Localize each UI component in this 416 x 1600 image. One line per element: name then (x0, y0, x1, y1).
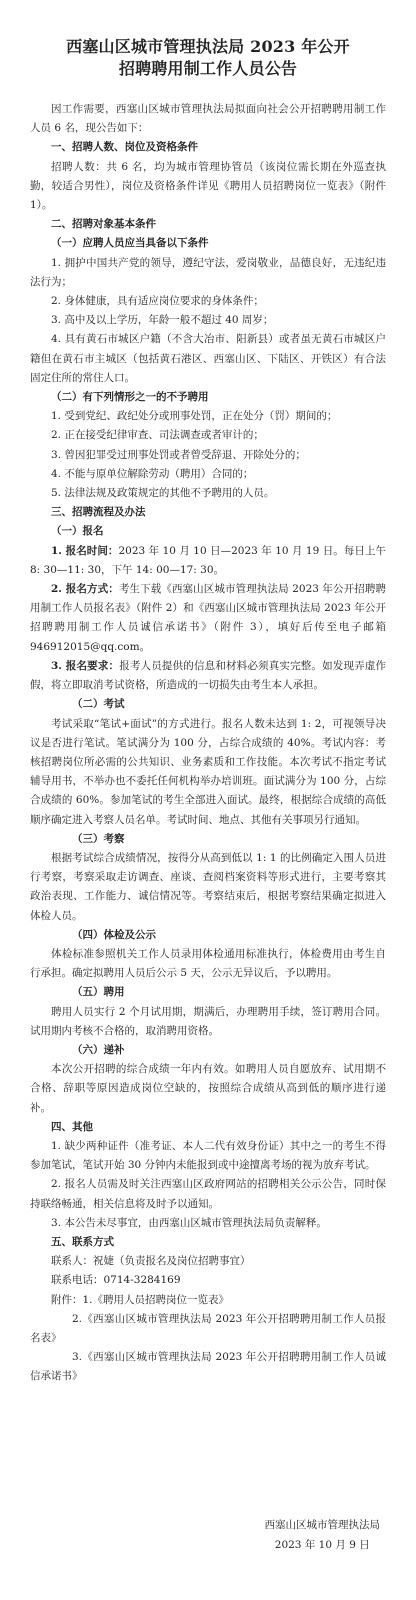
attachment-2: 2.《西塞山区城市管理执法局 2023 年公开招聘聘用制工作人员报名表》 (30, 1312, 386, 1344)
section-3-2-heading: （二）考试 (72, 698, 125, 711)
employment-text: 聘用人员实行 2 个月试用期，期满后，办理聘用手续，签订聘用合同。试用期内考核不合格的，取消聘用资格。 (30, 1005, 386, 1037)
exclusion-item: 5. 法律法规及政策规定的其他不予聘用的人员。 (51, 487, 275, 500)
section-3-4-heading: （四）体检及公示 (72, 928, 156, 941)
section-1-heading: 一、招聘人数、岗位及资格条件 (51, 141, 198, 154)
registration-requirement (30, 657, 386, 695)
signature-date: 2023 年 10 月 9 日 (274, 1539, 370, 1551)
registration-method-text: 考生下载《西塞山区城市管理执法局 2023 年公开招聘聘用制工作人员报名表》（附件 2）和《西塞山区城市管理执法局 2023 年公开招聘聘用制工作人员诚信承诺书》（附件 3），填好后传至电子邮箱 946912015@qq.com。 (30, 583, 386, 653)
exam-text: 考试采取“笔试+面试”的方式进行。报名人数未达到 1: 2，可视领导决议是否进行笔试。笔试满分为 100 分，占综合成绩的 40%。考试内容：考核招聘岗位所必需的公共知识、业务素质和工作技能。本次考试不指定考试辅导用书，不举办也不委托任何机构举办培训班。面试满分为 100 分，占综合成绩的 60%。参加笔试的考生全部进入面试。最终，根据综合成绩的高低顺序确定进入考察人员名单。考试时间、地点、其他有关事项另行通知。 (30, 717, 386, 826)
medical-exam-text: 体检标准参照机关工作人员录用体检通用标准执行，体检费用由考生自行承担。确定拟聘用人员后公示 5 天，公示无异议后，予以聘用。 (30, 947, 386, 980)
exclusion-item: 4. 不能与原单位解除劳动（聘用）合同的； (51, 467, 254, 480)
registration-requirement-label: 3. 报名要求： (51, 659, 120, 672)
exclusion-item: 2. 正在接受纪律审查、司法调查或者审计的； (51, 429, 264, 442)
document-body (30, 100, 386, 1387)
condition-item: 3. 高中及以上学历，年龄一般不超过 40 周岁； (51, 314, 274, 327)
inspection-text: 根据考试综合成绩情况，按得分从高到低以 1: 1 的比例确定入围人员进行考察，考察采取走访调查、座谈、查阅档案资料等形式进行，主要考察其政治表现、工作能力、诚信情况等。考察结束后，根据考察结果确定拟进入体检人员。 (30, 851, 386, 922)
registration-time (30, 542, 386, 580)
section-3-3-heading: （三）考察 (72, 832, 125, 845)
section-3-5-heading: （五）聘用 (72, 986, 125, 999)
contact-phone: 联系电话：0714-3284169 (51, 1274, 181, 1287)
section-3-1-heading: （一）报名 (51, 525, 104, 538)
intro-paragraph: 因工作需要，西塞山区城市管理执法局拟面向社会公开招聘聘用制工作人员 6 名，现公告如下： (30, 103, 386, 135)
exclusion-item: 3. 曾因犯罪受过刑事处罚或者曾受辞退、开除处分的； (51, 448, 306, 461)
condition-item: 4. 具有黄石市城区户籍（不含大冶市、阳新县）或者虽无黄石市城区户籍但在黄石市主城区（包括黄石港区、西塞山区、下陆区、开铁区）有合法固定住所的常住人口。 (30, 333, 386, 384)
signature-org: 西塞山区城市管理执法局 (264, 1519, 380, 1531)
section-1-text: 招聘人数：共 6 名，均为城市管理协管员（该岗位需长期在外巡查执勤，较适合男性），岗位及资格条件详见《聘用人员招聘岗位一览表》（附件 1）。 (30, 160, 386, 212)
attachment-1: 附件：1.《聘用人员招聘岗位一览表》 (51, 1293, 230, 1306)
title-line-1: 西塞山区城市管理执法局 2023 年公开 (66, 37, 350, 56)
section-3-6-heading: （六）递补 (72, 1043, 125, 1056)
registration-time-label: 1. 报名时间： (51, 544, 119, 557)
registration-method (30, 580, 386, 657)
condition-item: 2. 身体健康，具有适应岗位要求的身体条件； (51, 295, 264, 308)
section-2-heading: 二、招聘对象基本条件 (51, 218, 156, 231)
registration-requirement-text: 报考人员提供的信息和材料必须真实完整。如发现弄虚作假，将立即取消考试资格，所造成的一切损失由考生本人承担。 (30, 659, 387, 692)
section-2-1-heading: （一）应聘人员应当具备以下条件 (51, 237, 209, 250)
condition-item: 1. 拥护中国共产党的领导，遵纪守法，爱岗敬业，品德良好，无违纪违法行为； (30, 256, 386, 288)
other-item: 3. 本公告未尽事宜，由西塞山区城市管理执法局负责解释。 (51, 1216, 327, 1229)
title-line-2: 招聘聘用制工作人员公告 (118, 59, 298, 78)
section-3-heading: 三、招聘流程及办法 (51, 506, 146, 519)
exclusion-item: 1. 受到党纪、政纪处分或刑事处罚，正在处分（罚）期间的； (51, 410, 338, 423)
other-item: 2. 报名人员需及时关注西塞山区政府网站的招聘相关公示公告，同时保持联络畅通，相关信息将及时予以通知。 (30, 1178, 386, 1210)
other-item: 1. 缺少两种证件（准考证、本人二代有效身份证）其中之一的考生不得参加笔试，笔试开始 30 分钟内未能报到或中途擅离考场的视为放弃考试。 (30, 1139, 386, 1172)
registration-method-label: 2. 报名方式： (51, 583, 119, 596)
section-4-heading: 四、其他 (51, 1120, 93, 1133)
attachment-3: 3.《西塞山区城市管理执法局 2023 年公开招聘聘用制工作人员诚信承诺书》 (30, 1351, 386, 1383)
replacement-text: 本次公开招聘的综合成绩一年内有效。如聘用人员自愿放弃、试用期不合格、辞职等原因造成岗位空缺的，按照综合成绩从高到低的顺序进行递补。 (30, 1063, 386, 1114)
signature-block (265, 1515, 381, 1555)
section-2-2-heading: （二）有下列情形之一的不予聘用 (51, 391, 209, 404)
registration-time-text: 2023 年 10 月 10 日—2023 年 10 月 19 日。每日上午 8: 30—11: 30，下午 14: 00—17: 30。 (30, 544, 387, 576)
section-5-heading: 五、联系方式 (51, 1235, 114, 1248)
document-title (30, 36, 386, 80)
contact-person: 联系人：祝婕（负责报名及岗位招聘事宜） (51, 1255, 251, 1268)
